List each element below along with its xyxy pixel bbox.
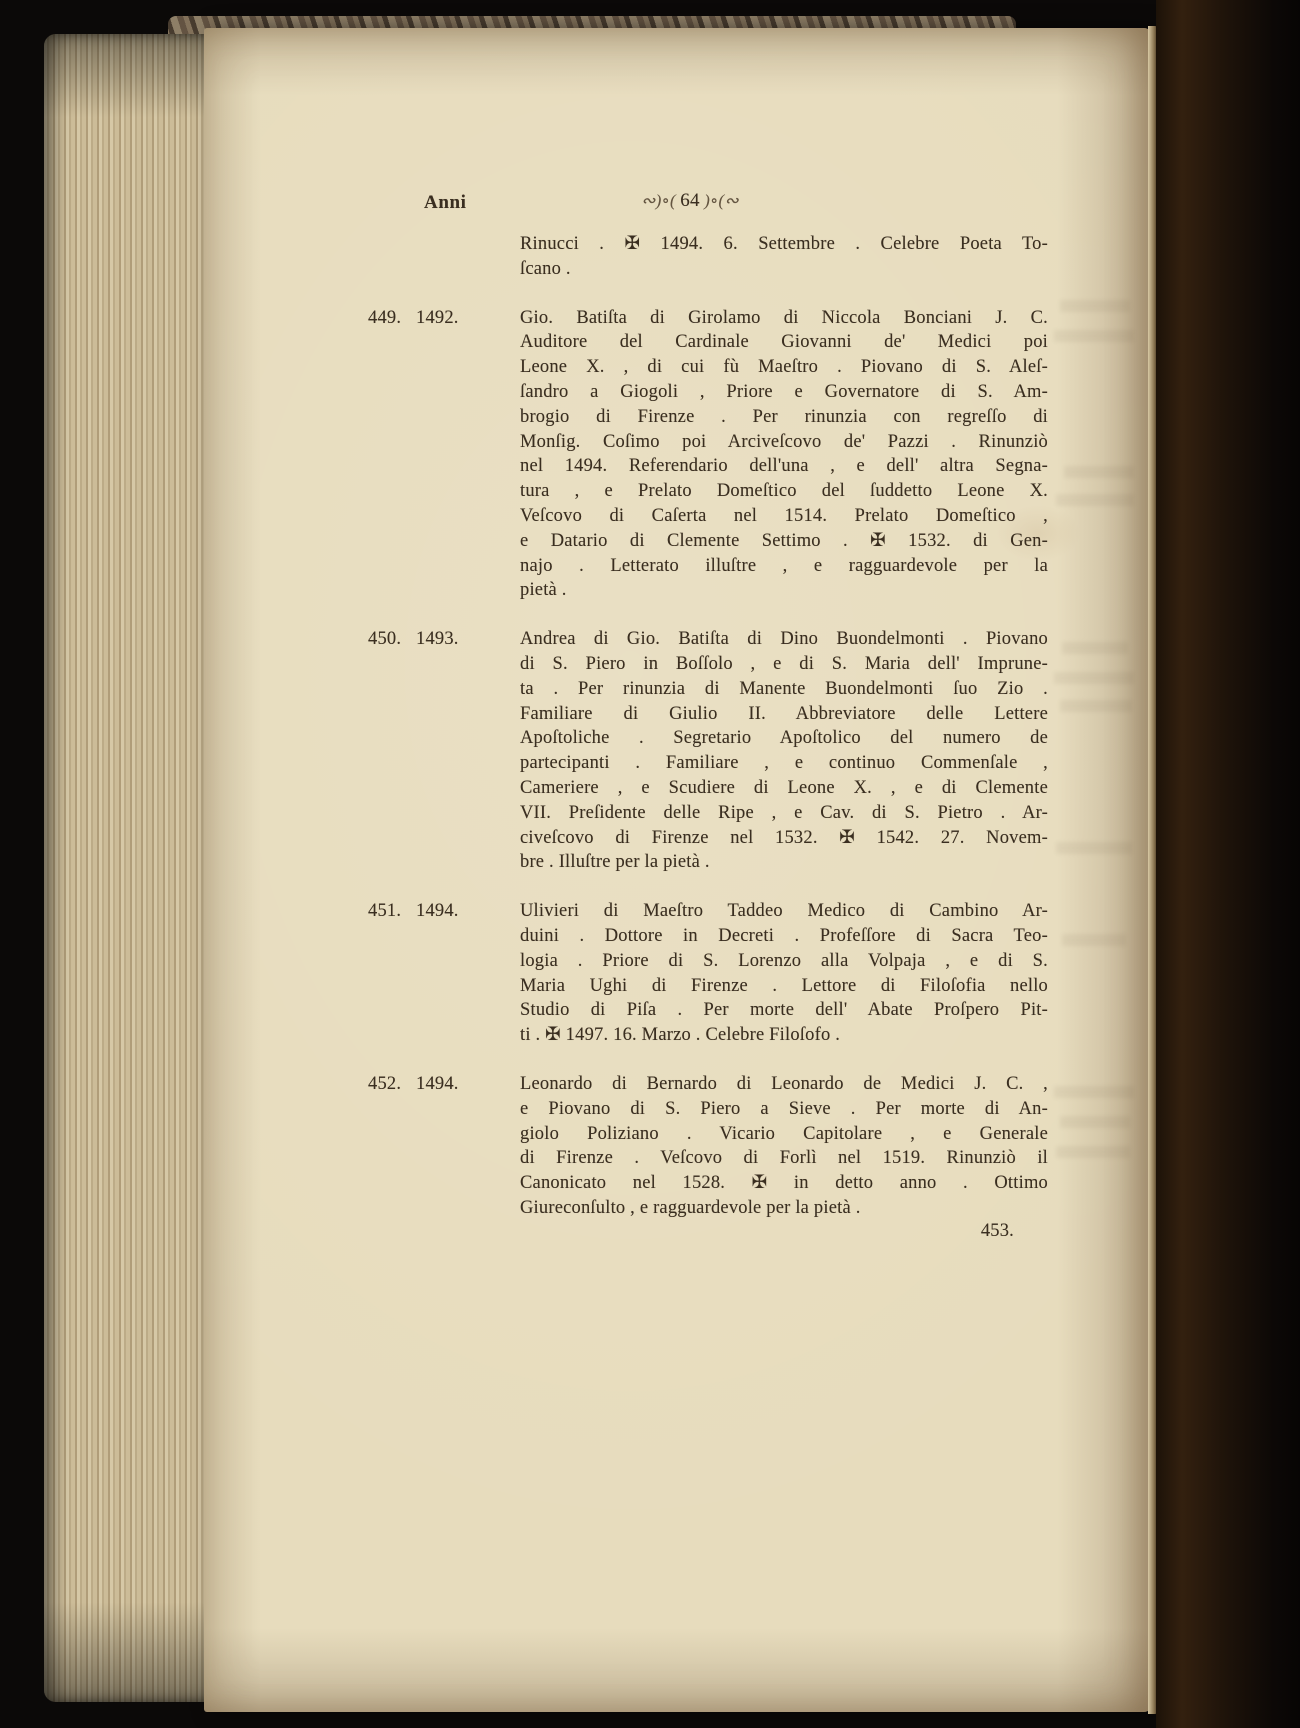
page-text-block — [360, 190, 1052, 1243]
entry-number: 452. — [368, 1073, 402, 1094]
entry-number: 450. — [368, 629, 402, 650]
entry-year: 1492. — [416, 307, 459, 328]
entry-text — [520, 627, 1048, 875]
folio-number: 64 — [680, 190, 700, 211]
show-through-text-ghost — [1060, 300, 1130, 312]
entry-label — [360, 306, 520, 604]
entry-450 — [360, 627, 1052, 875]
text-line: Leone X. , di cui fù Maeſtro . Piovano di S. Aleſ- — [520, 357, 1048, 378]
text-line: pietà . — [520, 580, 567, 601]
text-line: duini . Dottore in Decreti . Profeſſore di Sacra Teo- — [520, 925, 1048, 946]
show-through-text-ghost — [1064, 466, 1134, 478]
folio-ornament-left: ∾)∘( — [641, 191, 681, 210]
text-line: e Piovano di S. Piero a Sieve . Per morte di An- — [520, 1098, 1048, 1119]
text-line: Studio di Piſa . Per morte dell' Abate Proſpero Pit- — [520, 1000, 1048, 1021]
text-line: ta . Per rinunzia di Manente Buondelmonti ſuo Zio . — [520, 678, 1048, 699]
entry-number: 451. — [368, 901, 402, 922]
page-stack-fore-edge — [44, 34, 212, 1702]
entry-label — [360, 899, 520, 1048]
text-line: bre . Illuſtre per la pietà . — [520, 852, 710, 873]
entry-label — [360, 1072, 520, 1221]
show-through-text-ghost — [1060, 700, 1132, 712]
text-line: ſandro a Giogoli , Priore e Governatore di S. Am- — [520, 381, 1048, 402]
show-through-text-ghost — [1054, 672, 1134, 684]
entry-text — [520, 1072, 1048, 1221]
running-head: Anni — [424, 192, 467, 213]
text-line: di S. Piero in Boſſolo , e di S. Maria dell' Imprune- — [520, 653, 1048, 674]
text-line: Leonardo di Bernardo di Leonardo de Medici J. C. , — [520, 1073, 1048, 1094]
text-line: Andrea di Gio. Batiſta di Dino Buondelmonti . Piovano — [520, 629, 1048, 650]
text-line: Ulivieri di Maeſtro Taddeo Medico di Cambino Ar- — [520, 901, 1048, 922]
text-line: Monſig. Coſimo poi Arciveſcovo de' Pazzi . Rinunziò — [520, 431, 1048, 452]
text-line: giolo Poliziano . Vicario Capitolare , e Generale — [520, 1123, 1048, 1144]
text-line: Rinucci . ✠ 1494. 6. Settembre . Celebre Poeta To- — [520, 234, 1048, 254]
folio-ornament-right: )∘(∾ — [699, 191, 739, 210]
text-line: Familiare di Giulio II. Abbreviatore delle Lettere — [520, 703, 1048, 724]
show-through-text-ghost — [1056, 1146, 1130, 1158]
entry-452 — [360, 1072, 1052, 1221]
text-line: ſcano . — [520, 258, 571, 279]
text-line: Auditore del Cardinale Giovanni de' Medici poi — [520, 332, 1048, 353]
text-line: Giureconſulto , e ragguardevole per la pietà . — [520, 1197, 861, 1218]
continuation-paragraph — [520, 232, 1048, 282]
text-line: e Datario di Clemente Settimo . ✠ 1532. di Gen- — [520, 530, 1048, 551]
entry-label — [360, 627, 520, 875]
catchword: 453. — [980, 1220, 1014, 1241]
entry-text — [520, 306, 1048, 604]
text-line: Maria Ughi di Firenze . Lettore di Filoſofia nello — [520, 975, 1048, 996]
text-line: di Firenze . Veſcovo di Forlì nel 1519. Rinunziò il — [520, 1148, 1048, 1169]
entry-449 — [360, 306, 1052, 604]
text-line: ti . ✠ 1497. 16. Marzo . Celebre Filoſofo . — [520, 1025, 841, 1046]
text-line: Veſcovo di Caſerta nel 1514. Prelato Domeſtico , — [520, 505, 1048, 526]
text-line: nel 1494. Referendario dell'una , e dell' altra Segna- — [520, 456, 1048, 477]
entry-year: 1494. — [416, 1073, 459, 1094]
text-line: civeſcovo di Firenze nel 1532. ✠ 1542. 27. Novem- — [520, 827, 1048, 848]
entry-number: 449. — [368, 307, 402, 328]
text-line: brogio di Firenze . Per rinunzia con regreſſo di — [520, 406, 1048, 427]
entry-year: 1494. — [416, 901, 459, 922]
show-through-text-ghost — [1060, 1116, 1130, 1128]
text-line: partecipanti . Familiare , e continuo Commenſale , — [520, 753, 1048, 774]
text-line: VII. Preſidente delle Ripe , e Cav. di S. Pietro . Ar- — [520, 802, 1048, 823]
show-through-text-ghost — [1056, 842, 1132, 854]
text-line: logia . Priore di S. Lorenzo alla Volpaja , e di S. — [520, 950, 1048, 971]
show-through-text-ghost — [1062, 642, 1128, 654]
show-through-text-ghost — [1062, 934, 1126, 946]
text-line: Cameriere , e Scudiere di Leone X. , e di Clemente — [520, 777, 1048, 798]
entry-451 — [360, 899, 1052, 1048]
text-line: Gio. Batiſta di Girolamo di Niccola Bonciani J. C. — [520, 307, 1048, 328]
show-through-text-ghost — [1056, 494, 1134, 506]
book-cover-right — [1156, 0, 1300, 1728]
text-line: tura , e Prelato Domeſtico del ſuddetto Leone X. — [520, 481, 1048, 502]
entry-year: 1493. — [416, 629, 459, 650]
entry-text — [520, 899, 1048, 1048]
show-through-text-ghost — [1054, 1086, 1134, 1098]
text-line: Apoſtoliche . Segretario Apoſtolico del numero de — [520, 728, 1048, 749]
show-through-text-ghost — [1054, 330, 1134, 342]
page-number — [344, 190, 1036, 212]
text-line: Canonicato nel 1528. ✠ in detto anno . Ottimo — [520, 1173, 1048, 1194]
page-header — [360, 190, 1052, 220]
text-line: najo . Letterato illuſtre , e ragguardevole per la — [520, 555, 1048, 576]
